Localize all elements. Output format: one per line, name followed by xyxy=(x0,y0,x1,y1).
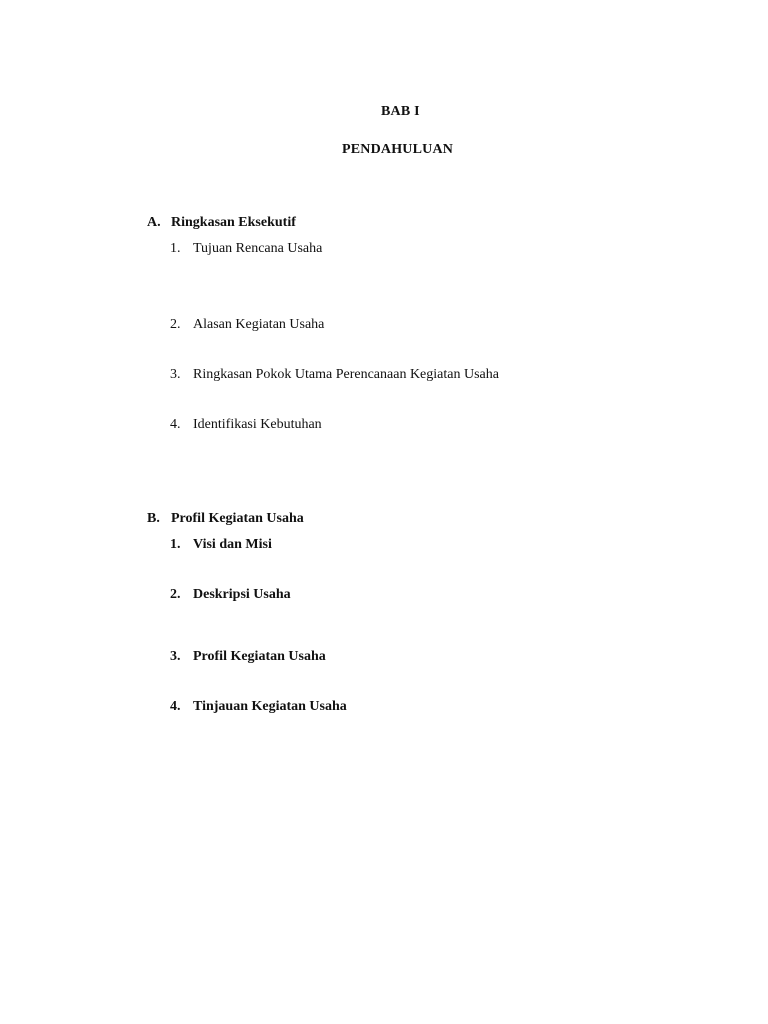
list-item xyxy=(170,241,322,257)
list-item-text: Visi dan Misi xyxy=(193,537,272,552)
list-item-marker: 4. xyxy=(170,699,181,714)
list-item xyxy=(170,537,272,553)
list-item xyxy=(170,699,347,715)
list-item-marker: 1. xyxy=(170,241,181,256)
list-item-marker: 1. xyxy=(170,537,181,552)
list-item-marker: 3. xyxy=(170,367,181,382)
list-item-marker: 2. xyxy=(170,317,181,332)
list-item xyxy=(170,317,324,333)
list-item-text: Alasan Kegiatan Usaha xyxy=(193,317,325,332)
list-item-marker: 4. xyxy=(170,417,181,432)
list-item-text: Tinjauan Kegiatan Usaha xyxy=(193,699,347,714)
section-b-heading xyxy=(147,511,304,527)
list-item-marker: 3. xyxy=(170,649,181,664)
section-a-heading xyxy=(147,215,296,231)
list-item-text: Ringkasan Pokok Utama Perencanaan Kegiatan Usaha xyxy=(193,367,499,382)
list-item-text: Deskripsi Usaha xyxy=(193,587,291,602)
list-item-marker: 2. xyxy=(170,587,181,602)
section-b-marker: B. xyxy=(147,511,160,526)
list-item xyxy=(170,417,322,433)
chapter-title: PENDAHULUAN xyxy=(342,142,454,157)
list-item xyxy=(170,367,499,383)
list-item xyxy=(170,649,326,665)
list-item-text: Profil Kegiatan Usaha xyxy=(193,649,326,664)
section-a-marker: A. xyxy=(147,215,161,230)
list-item-text: Tujuan Rencana Usaha xyxy=(193,241,323,256)
section-b-title: Profil Kegiatan Usaha xyxy=(171,511,304,526)
list-item xyxy=(170,587,291,603)
section-a-title: Ringkasan Eksekutif xyxy=(171,215,296,230)
chapter-heading: BAB I xyxy=(381,104,420,119)
list-item-text: Identifikasi Kebutuhan xyxy=(193,417,322,432)
